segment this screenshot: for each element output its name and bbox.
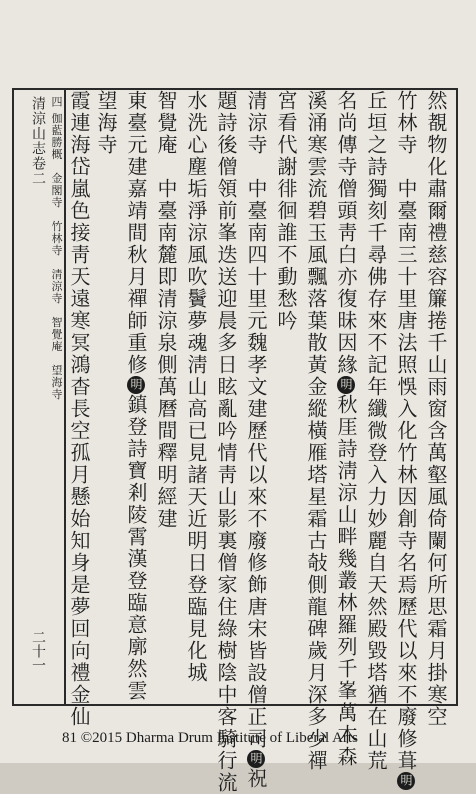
bottom-page-number: 81	[62, 730, 77, 746]
spine-sections-wrap	[48, 90, 66, 704]
circled-mark-icon: 明	[249, 752, 263, 766]
text-column-1: 然覩物化肅爾禮慈容簾捲千山雨窗含萬壑風倚闌何所思霜月掛寒空	[424, 90, 448, 728]
text-column-3: 丘垣之詩獨刻千尋佛存來不記年纖微登入力妙麗自天然殿毀塔猶在山荒	[364, 90, 388, 772]
text-column-12: 望海寺	[94, 90, 118, 156]
text-column-9: 水洗心塵垢淨涼風吹鬢夢魂淸山高已見諸天近明日登臨見化城	[184, 90, 208, 684]
spine-sections: 四 伽藍勝概 金閣寺 竹林寺 清涼寺 智覺庵 望海寺	[50, 96, 63, 401]
spine-title: 清涼山志卷二	[30, 96, 46, 186]
text-column-13: 霞連海岱嵐色接靑天遠寒冥鴻杳長空孤月懸始知身是夢回向禮金仙	[67, 90, 91, 728]
text-column-5: 溪涌寒雲流碧玉風飄落葉散黃金縱橫雁塔星霜古敧側龍碑歲月深多少禪	[304, 90, 328, 772]
text-column-6: 宮看代謝徘徊誰不動愁吟	[274, 90, 298, 332]
text-column-11: 東臺元建嘉靖間秋月禪師重修明鎮登詩寶剎陵霄漢登臨意廓然雲	[124, 90, 148, 702]
text-column-7: 清涼寺 中臺南四十里元魏孝文建歷代以來不廢修飾唐宋皆設僧正司明祝	[244, 90, 268, 790]
text-column-8: 題詩後僧領前峯迭送迎晨多日眩亂吟情靑山影裏僧家住綠樹陰中客騎行流	[214, 90, 238, 794]
circled-mark-icon: 明	[399, 774, 413, 788]
spine-page-number: 二十一	[30, 630, 46, 672]
text-column-2: 竹林寺 中臺南三十里唐法照悞入化竹林因創寺名焉歷代以來不廢修葺明	[394, 90, 418, 788]
copyright-text: ©2015 Dharma Drum Institute of Liberal Arts	[80, 730, 358, 746]
circled-mark-icon: 明	[339, 378, 353, 392]
text-column-4: 名尚傳寺僧頭靑白亦復昧因緣明秋厓詩淸涼山畔幾叢林羅列千峯萬木森	[334, 90, 358, 768]
watermark-text	[62, 730, 358, 747]
text-column-10: 智覺庵 中臺南麓即清涼泉側萬曆間釋明經建	[154, 90, 178, 530]
circled-mark-icon: 明	[129, 378, 143, 392]
